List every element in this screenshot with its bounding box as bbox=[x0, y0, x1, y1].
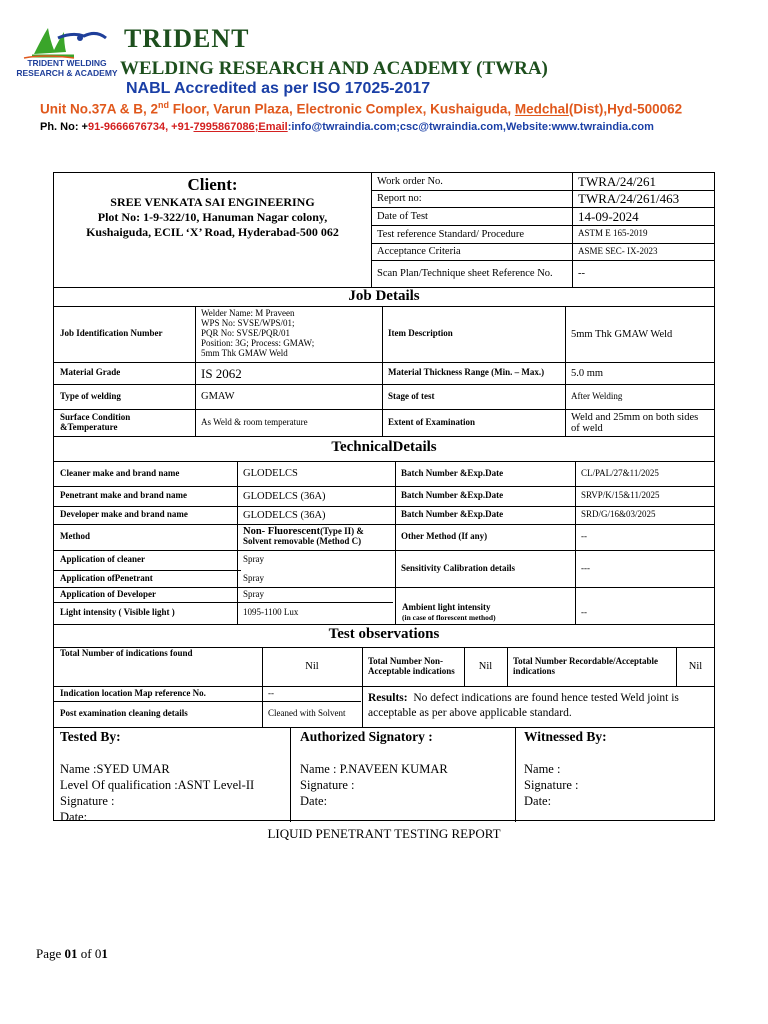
sensitivity-label: Sensitivity Calibration details bbox=[401, 562, 516, 573]
developer-value: GLODELCS (36A) bbox=[243, 509, 326, 521]
client-block bbox=[54, 175, 371, 240]
stage-label: Stage of test bbox=[388, 390, 435, 401]
info-value: ASME SEC- IX-2023 bbox=[578, 245, 658, 256]
other-method-label: Other Method (If any) bbox=[401, 531, 488, 542]
ambient-light-label: Ambient light intensity (in case of florescent method) bbox=[402, 602, 496, 622]
address: Unit No.37A & B, 2nd Floor, Varun Plaza, Electronic Complex, Kushaiguda, Medchal(Dist),Hyd-500062 bbox=[40, 100, 683, 117]
application-developer-label: Application of Developer bbox=[60, 588, 156, 599]
info-value: TWRA/24/261/463 bbox=[578, 191, 680, 206]
application-developer-value: Spray bbox=[243, 588, 264, 599]
job-id-label: Job Identification Number bbox=[60, 328, 163, 339]
method-label: Method bbox=[60, 531, 90, 542]
company-subtitle: WELDING RESEARCH AND ACADEMY (TWRA) bbox=[120, 58, 548, 79]
welding-type-value: GMAW bbox=[201, 391, 235, 402]
job-details-title: Job Details bbox=[348, 288, 420, 304]
results-text: Results: No defect indications are found hence tested Weld joint is acceptable as per above applicable standard. bbox=[368, 692, 679, 719]
accreditation: NABL Accredited as per ISO 17025-2017 bbox=[126, 80, 431, 97]
other-method-value: -- bbox=[581, 531, 587, 542]
material-grade-label: Material Grade bbox=[60, 367, 121, 378]
batch-label: Batch Number &Exp.Date bbox=[401, 509, 504, 520]
light-intensity-label: Light intensity ( Visible light ) bbox=[60, 607, 175, 618]
penetrant-value: GLODELCS (36A) bbox=[243, 490, 326, 502]
client-name: SREE VENKATA SAI ENGINEERING bbox=[110, 195, 315, 209]
witnessed-by-block: Witnessed By: Name : Signature : Date: bbox=[524, 729, 607, 808]
total-indications-value: Nil bbox=[305, 661, 319, 672]
info-label: Acceptance Criteria bbox=[377, 246, 461, 257]
recordable-label: Total Number Recordable/Acceptable indications bbox=[513, 656, 658, 676]
batch-label: Batch Number &Exp.Date bbox=[401, 467, 504, 478]
sensitivity-value: --- bbox=[581, 562, 590, 573]
surface-label: Surface Condition &Temperature bbox=[60, 412, 131, 432]
info-value: -- bbox=[578, 268, 585, 279]
thickness-label: Material Thickness Range (Min. – Max.) bbox=[388, 367, 545, 378]
authorized-signatory-block: Authorized Signatory : Name : P.NAVEEN KUMAR Signature : Date: bbox=[300, 729, 448, 808]
info-value: ASTM E 165-2019 bbox=[578, 228, 648, 239]
page-number: Page 01 of 01 bbox=[36, 946, 108, 961]
map-reference-label: Indication location Map reference No. bbox=[60, 687, 206, 698]
stage-value: After Welding bbox=[571, 390, 623, 401]
method-value: Non- Fluorescent(Type II) & Solvent removable (Method C) bbox=[243, 526, 364, 546]
info-label: Date of Test bbox=[377, 210, 428, 222]
post-cleaning-value: Cleaned with Solvent bbox=[268, 708, 346, 719]
application-penetrant-value: Spray bbox=[243, 572, 264, 583]
technical-details-title: TechnicalDetails bbox=[331, 439, 437, 455]
non-acceptable-value: Nil bbox=[478, 661, 493, 672]
logo-text: TRIDENT WELDING RESEARCH & ACADEMY bbox=[16, 58, 118, 78]
application-cleaner-value: Spray bbox=[243, 554, 264, 565]
item-desc-label: Item Description bbox=[388, 328, 453, 339]
client-address-2: Kushaiguda, ECIL ‘X’ Road, Hyderabad-500 062 bbox=[86, 225, 339, 239]
info-label: Scan Plan/Technique sheet Reference No. bbox=[377, 268, 553, 279]
penetrant-label: Penetrant make and brand name bbox=[60, 490, 188, 501]
extent-label: Extent of Examination bbox=[388, 416, 476, 427]
cleaner-value: GLODELCS bbox=[243, 468, 298, 479]
extent-value: Weld and 25mm on both sides of weld bbox=[571, 411, 699, 434]
post-cleaning-label: Post examination cleaning details bbox=[60, 708, 188, 719]
batch-value: SRVP/K/15&11/2025 bbox=[581, 490, 660, 501]
info-label: Test reference Standard/ Procedure bbox=[377, 228, 525, 240]
welding-type-label: Type of welding bbox=[60, 390, 121, 401]
batch-label: Batch Number &Exp.Date bbox=[401, 490, 504, 501]
report-table bbox=[53, 172, 715, 824]
material-grade-value: IS 2062 bbox=[201, 365, 242, 381]
developer-label: Developer make and brand name bbox=[60, 509, 188, 520]
application-penetrant-label: Application ofPenetrant bbox=[60, 572, 153, 583]
map-reference-value: -- bbox=[268, 687, 274, 698]
client-label: Client: bbox=[187, 175, 238, 194]
recordable-value: Nil bbox=[688, 661, 703, 672]
contact-line: Ph. No: +91-9666676734, +91-7995867086;Email:info@twraindia.com;csc@twraindia.com,Website:www.twraindia.com bbox=[40, 121, 654, 133]
job-id-value: Welder Name: M Praveen WPS No: SVSE/WPS/01; PQR No: SVSE/PQR/01 Position: 3G; Process: GMAW; 5mm Thk GMAW Weld bbox=[201, 308, 315, 358]
ambient-light-value: -- bbox=[581, 607, 587, 618]
batch-value: CL/PAL/27&11/2025 bbox=[581, 467, 659, 478]
info-label: Work order No. bbox=[377, 176, 443, 187]
info-value: 14-09-2024 bbox=[578, 208, 639, 224]
tested-by-block: Tested By: Name :SYED UMAR Level Of qualification :ASNT Level-II Signature : Date: bbox=[60, 729, 255, 824]
surface-value: As Weld & room temperature bbox=[201, 416, 308, 427]
non-acceptable-label: Total Number Non-Acceptable indications bbox=[368, 656, 455, 676]
light-intensity-value: 1095-1100 Lux bbox=[243, 607, 299, 618]
item-desc-value: 5mm Thk GMAW Weld bbox=[571, 328, 673, 340]
batch-value: SRD/G/16&03/2025 bbox=[581, 509, 656, 520]
cleaner-label: Cleaner make and brand name bbox=[60, 467, 180, 478]
report-title: LIQUID PENETRANT TESTING REPORT bbox=[267, 826, 501, 841]
company-name: TRIDENT bbox=[124, 24, 250, 53]
total-indications-label: Total Number of indications found bbox=[60, 648, 193, 658]
test-observations-title: Test observations bbox=[328, 626, 440, 642]
thickness-value: 5.0 mm bbox=[571, 367, 604, 379]
client-address-1: Plot No: 1-9-322/10, Hanuman Nagar colony, bbox=[97, 210, 328, 224]
info-value: TWRA/24/261 bbox=[578, 174, 656, 189]
application-cleaner-label: Application of cleaner bbox=[60, 554, 145, 565]
info-label: Report no: bbox=[377, 193, 422, 204]
